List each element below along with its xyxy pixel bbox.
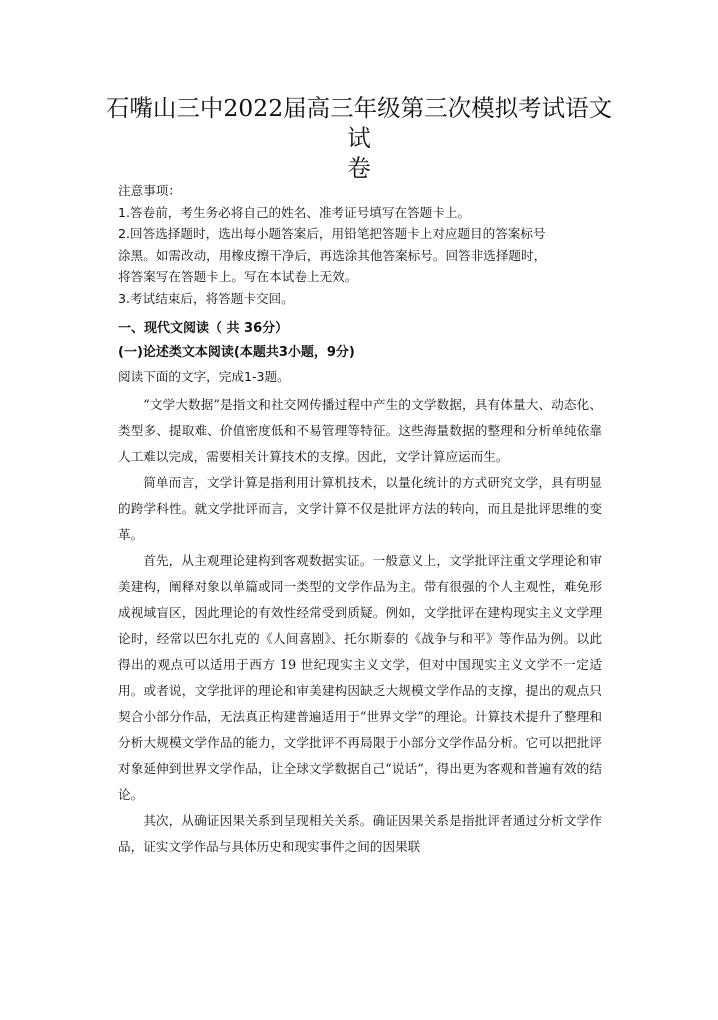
reading-instruction: 阅读下面的文字，完成1-3题。 (118, 369, 290, 384)
passage-paragraph: 其次，从确证因果关系到呈现相关关系。确证因果关系是指批评者通过分析文学作品，证实文学作品与具体历史和现实事件之间的因果联 (118, 813, 602, 854)
notice-item: 1.答卷前，考生务必将自己的姓名、准考证号填写在答题卡上。 (118, 204, 471, 220)
notice-item: 2.回答选择题时，选出每小题答案后，用铅笔把答题卡上对应题目的答案标号 (118, 226, 546, 241)
title-line-1: 石嘴山三中2022届高三年级第三次模拟考试语文试 (105, 94, 613, 152)
passage-paragraph: 首先，从主观理论建构到客观数据实证。一般意义上，文学批评注重文学理论和审美建构，阐释对象以单篇或同一类型的文学作品为主。带有很强的个人主观性，难免形成视域盲区，因此理论的有效性经常受到质疑。例如，文学批评在建构现实主义文学理论时，经常以巴尔扎克的《人间喜剧》、托尔斯泰的《战争与和平》等作品为例。以此得出的观点可以适用于西方 19 世纪现实主义文学，但对中国现实主义文学不一定适用。或者说，文学批评的理论和审美建构因缺乏大规模文学作品的支撑，提出的观点只契合小部分作品，无法真正构建普遍适用于“世界文学”的理论。计算技术提升了整理和分析大规模文学作品的能力，文学批评不再局限于小部分文学作品分析。它可以把批评对象延伸到世界文学作品，让全球文学数据自己“说话”，得出更为客观和普遍有效的结论。 (118, 553, 602, 802)
title-line-2: 卷 (347, 154, 371, 182)
section-heading: 一、现代文阅读（ 共 36分） (118, 321, 289, 336)
notice-heading: 注意事项： (118, 183, 181, 198)
passage-paragraph: “文学大数据”是指文和社交网传播过程中产生的文学数据，具有体量大、动态化、类型多、提取难、价值密度低和不易管理等特征。这些海量数据的整理和分析单纯依靠人工难以完成，需要相关计算技术的支撑。因此，文学计算应运而生。 (118, 397, 602, 464)
notice-item: 将答案写在答题卡上。写在本试卷上无效。 (118, 269, 358, 284)
notice-item: 涂黑。如需改动，用橡皮擦干净后，再选涂其他答案标号。回答非选择题时， (118, 247, 547, 263)
subsection-heading: (一)论述类文本阅读(本题共3小题，9分) (118, 345, 355, 360)
passage-paragraph: 简单而言，文学计算是指利用计算机技术，以量化统计的方式研究文学，具有明显的跨学科性。就文学批评而言，文学计算不仅是批评方法的转向，而且是批评思维的变革。 (118, 475, 602, 542)
notice-item: 3.考试结束后，将答题卡交回。 (118, 290, 294, 306)
exam-title (100, 93, 618, 183)
reading-passage (118, 392, 602, 860)
notice-block (118, 180, 604, 309)
